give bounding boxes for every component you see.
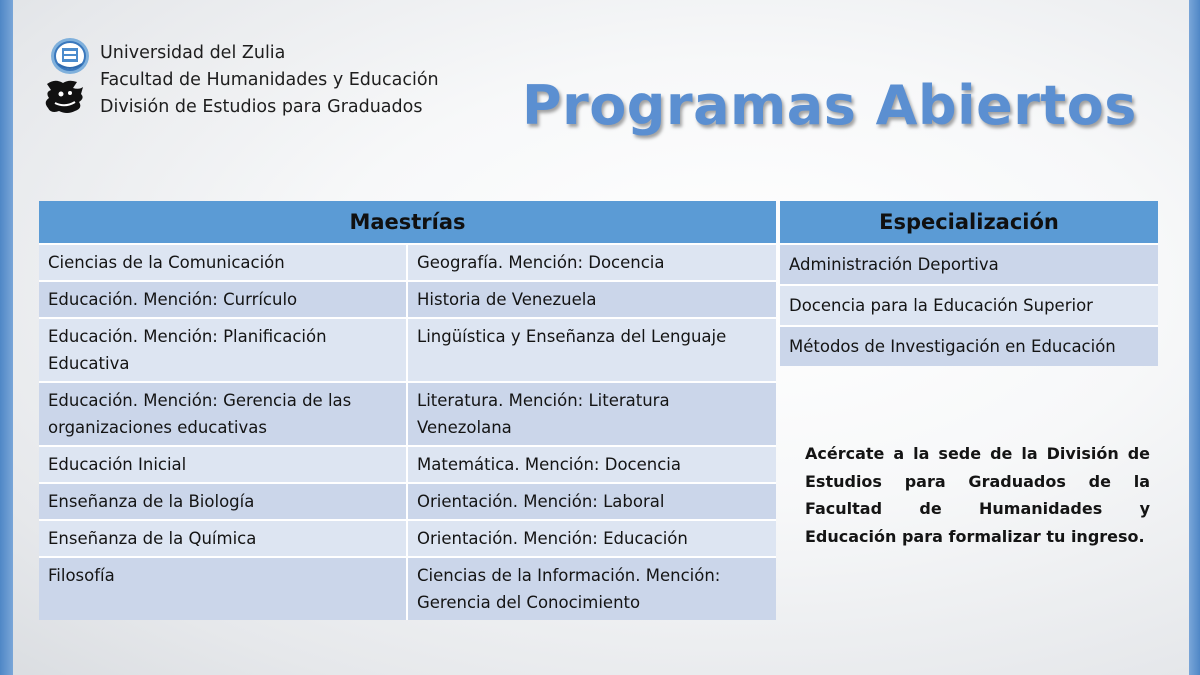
admission-notice: Acércate a la sede de la División de Estudios para Graduados de la Facultad de Humanidades y Educación para formalizar tu ingreso. [805, 444, 1150, 546]
table-cell: Administración Deportiva [780, 244, 1158, 285]
table-cell: Educación. Mención: Currículo [39, 281, 407, 318]
table-cell: Ciencias de la Comunicación [39, 244, 407, 281]
page-title: Programas Abiertos [522, 74, 1137, 137]
table-cell: Matemática. Mención: Docencia [407, 446, 776, 483]
table-row [39, 483, 776, 520]
faculty-logo [43, 78, 87, 116]
table-cell: Geografía. Mención: Docencia [407, 244, 776, 281]
maestrias-header: Maestrías [39, 201, 776, 244]
table-row [39, 281, 776, 318]
table-cell: Lingüística y Enseñanza del Lenguaje [407, 318, 776, 382]
table-row [39, 244, 776, 281]
table-cell: Educación. Mención: Gerencia de las organizaciones educativas [39, 382, 407, 446]
table-cell: Enseñanza de la Química [39, 520, 407, 557]
table-cell: Educación. Mención: Planificación Educativa [39, 318, 407, 382]
right-accent-bar [1189, 0, 1200, 675]
maestrias-table [39, 201, 776, 620]
table-row [39, 557, 776, 620]
table-row [780, 285, 1158, 326]
table-cell: Ciencias de la Información. Mención: Gerencia del Conocimiento [407, 557, 776, 620]
university-seal-logo [50, 36, 90, 76]
left-accent-bar [0, 0, 13, 675]
table-row [39, 318, 776, 382]
especializacion-header: Especialización [780, 201, 1158, 244]
table-cell: Educación Inicial [39, 446, 407, 483]
table-cell: Filosofía [39, 557, 407, 620]
university-name: Universidad del Zulia [100, 43, 286, 63]
table-cell: Métodos de Investigación en Educación [780, 326, 1158, 366]
table-row [39, 446, 776, 483]
table-row [780, 326, 1158, 366]
institution-block [100, 40, 439, 121]
especializacion-table [780, 201, 1158, 366]
table-cell: Historia de Venezuela [407, 281, 776, 318]
faculty-name: Facultad de Humanidades y Educación [100, 70, 439, 90]
table-cell: Orientación. Mención: Educación [407, 520, 776, 557]
table-row [39, 382, 776, 446]
table-cell: Enseñanza de la Biología [39, 483, 407, 520]
table-row [780, 244, 1158, 285]
division-name: División de Estudios para Graduados [100, 97, 423, 117]
table-row [39, 520, 776, 557]
table-cell: Literatura. Mención: Literatura Venezolana [407, 382, 776, 446]
table-cell: Orientación. Mención: Laboral [407, 483, 776, 520]
table-cell: Docencia para la Educación Superior [780, 285, 1158, 326]
